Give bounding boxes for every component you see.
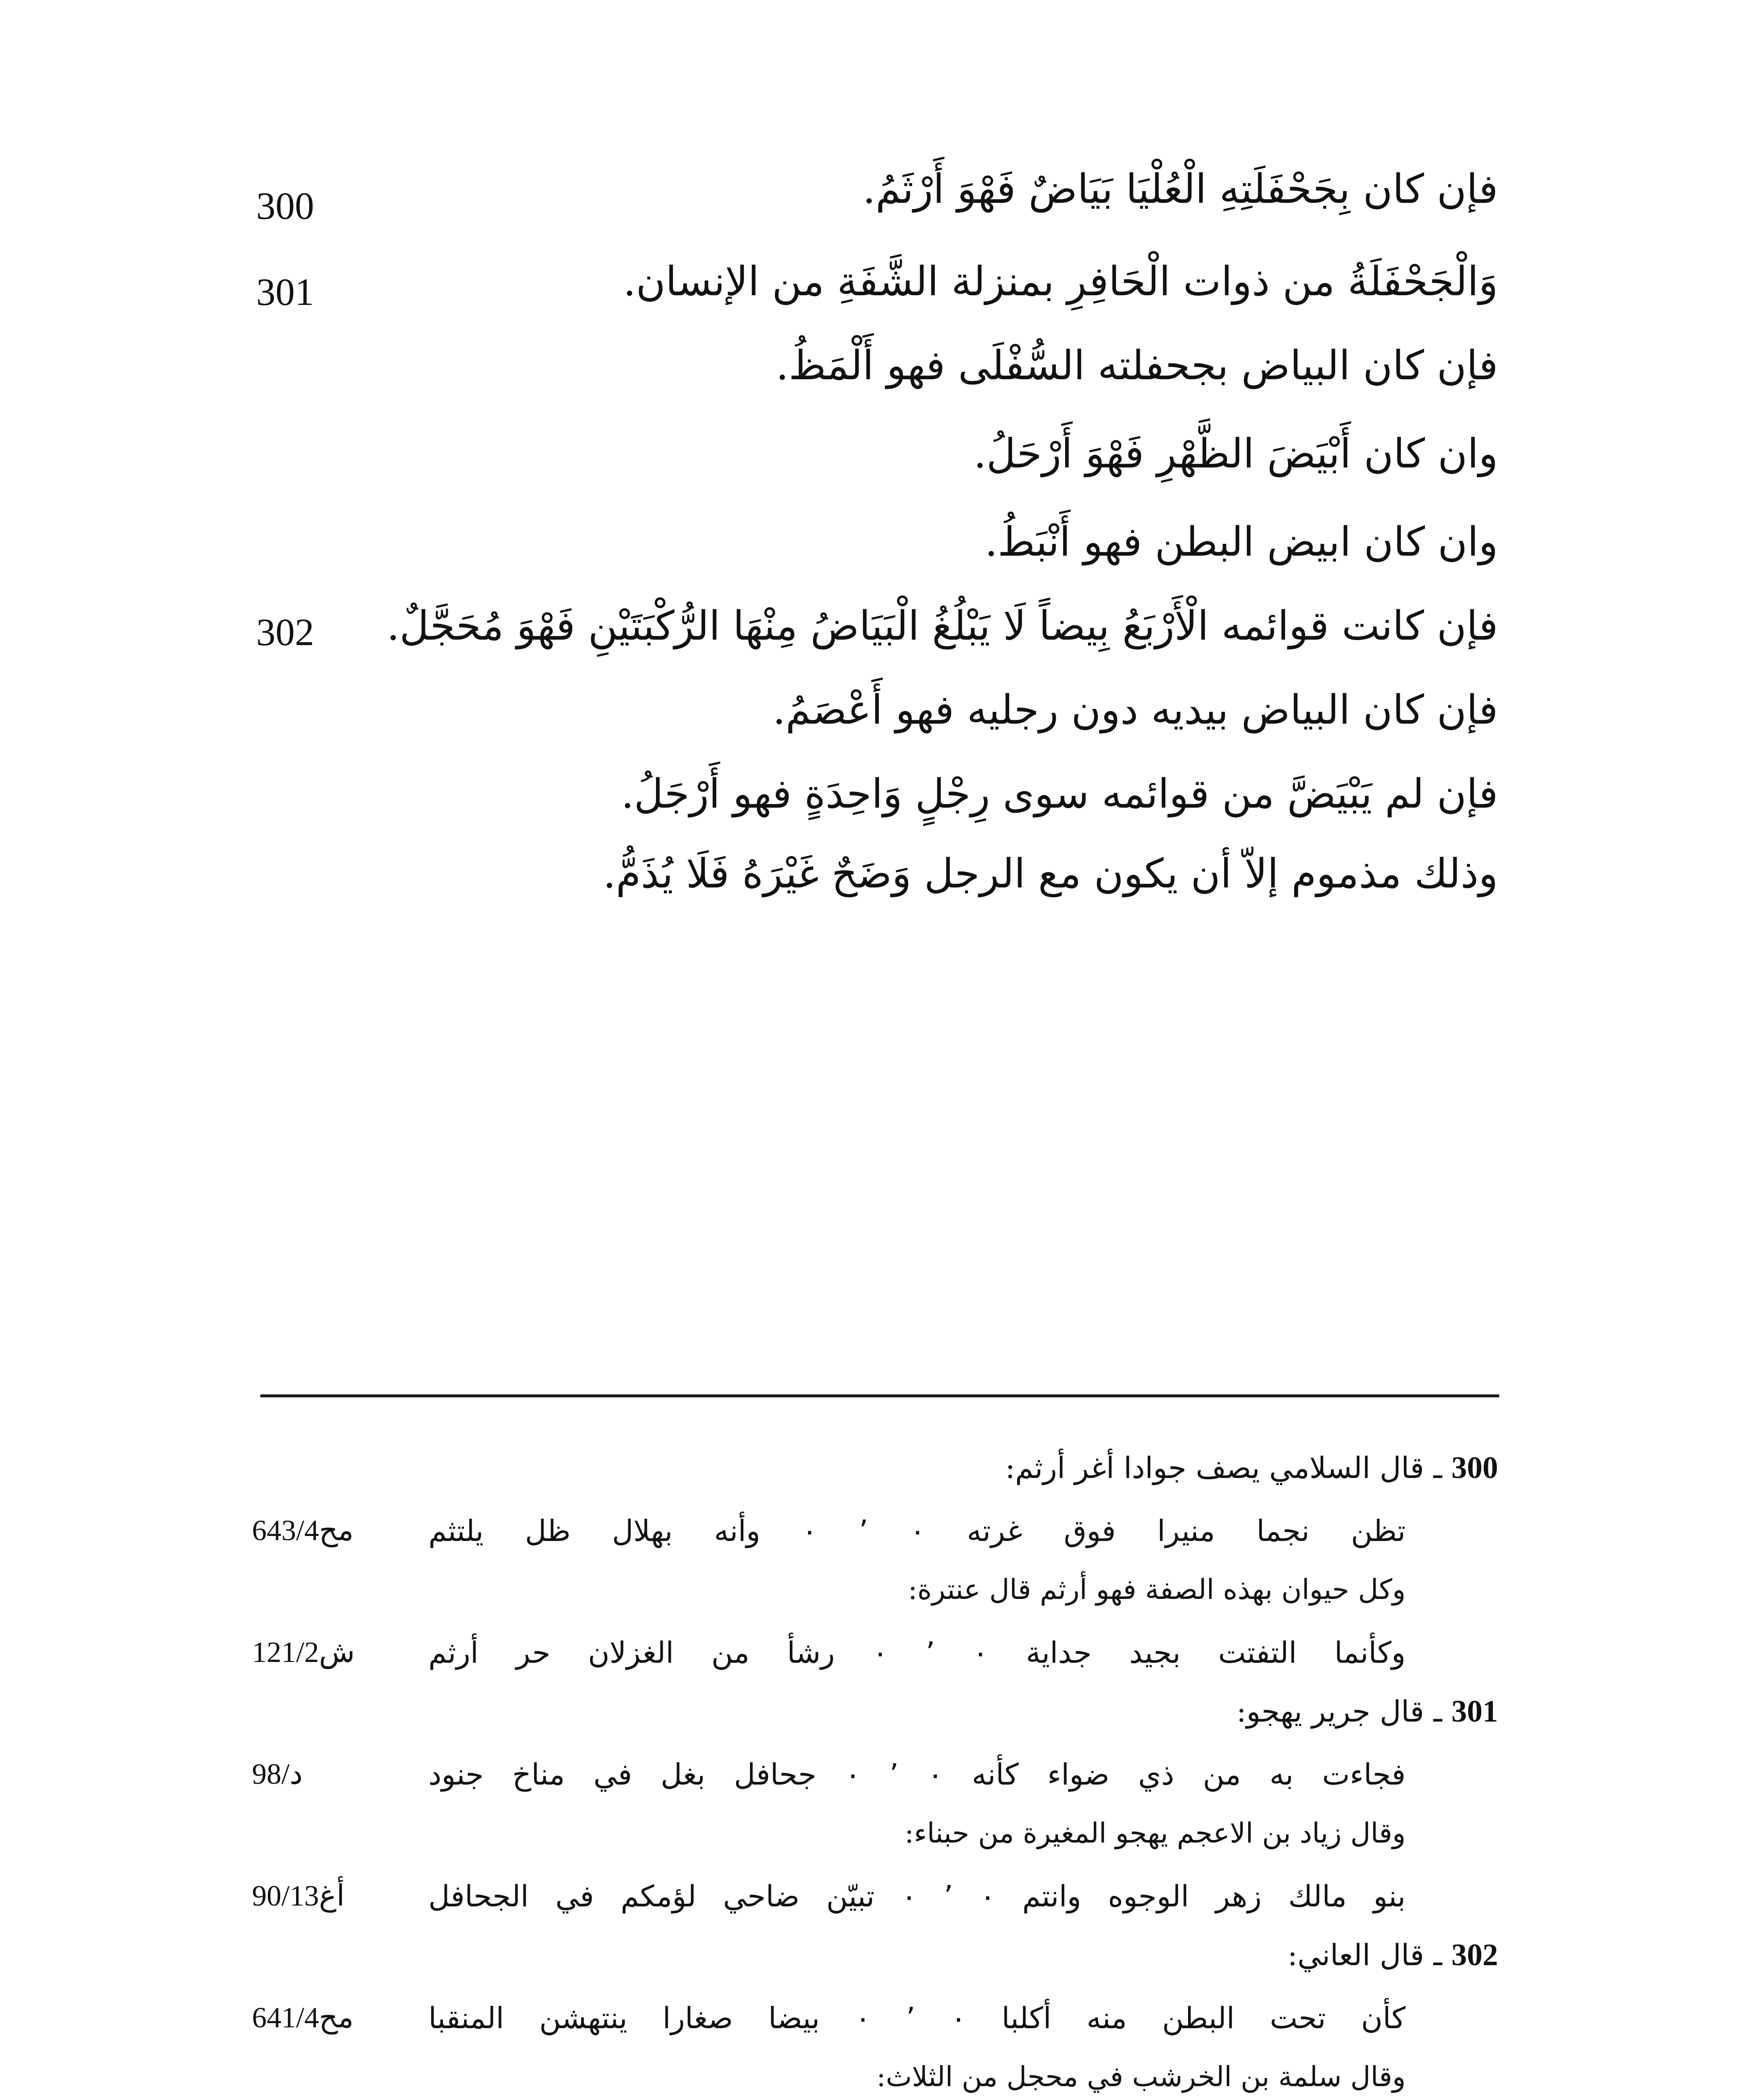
footnote-heading-text: قال العاني:: [1287, 1938, 1424, 1972]
main-line: فإن كان بِجَحْفَلَتِهِ الْعُلْيَا بَيَاضٌ فَهْوَ أَرْثَمُ.: [863, 165, 1498, 213]
main-line: وَالْجَحْفَلَةُ من ذوات الْحَافِرِ بمنزلة الشَّفَةِ من الإنسان.: [623, 258, 1498, 305]
footnote-heading: [1005, 1445, 1498, 1491]
source-reference: د/98: [252, 1758, 303, 1790]
main-line: فإن كان البياض بجحفلته السُّفْلَى فهو أَلْمَظُ.: [776, 342, 1498, 389]
entry-number: 300: [256, 184, 314, 227]
source-reference: ش121/2: [252, 1636, 355, 1669]
main-line: وان كان أَبْيَضَ الظَّهْرِ فَهْوَ أَرْحَلُ.: [973, 430, 1498, 477]
verse-text: تظن نجما منيرا فوق غرته ٠ ٬ ٠ وأنه بهلال ظل يلتثم: [428, 1514, 1406, 1548]
footnote-heading-text: قال جرير يهجو:: [1236, 1694, 1424, 1729]
footnote-heading: [1236, 1688, 1498, 1735]
entry-number: 302: [256, 611, 314, 654]
footnote-dash: ـ: [1433, 1938, 1442, 1972]
footnote-verse-row: [252, 1751, 1406, 1798]
footnote-number: 300: [1451, 1451, 1498, 1485]
verse-text: فجاءت به من ذي ضواء كأنه ٠ ٬ ٠ جحافل بغل في مناخ جنود: [428, 1757, 1406, 1792]
entry-number: 301: [256, 270, 314, 313]
footnote-dash: ـ: [1433, 1694, 1442, 1729]
verse-text: بنو مالك زهر الوجوه وانتم ٠ ٬ ٠ تبيّن ضاحي لؤمكم في الجحافل: [428, 1879, 1406, 1914]
footnote-number: 302: [1451, 1938, 1498, 1972]
main-line: وذلك مذموم إلاّ أن يكون مع الرجل وَضَحٌ غَيْرَهُ فَلَا يُذَمُّ.: [603, 850, 1498, 897]
footnote-dash: ـ: [1433, 1451, 1442, 1485]
main-line: فإن لم يَبْيَضَّ من قوائمه سوى رِجْلٍ وَاحِدَةٍ فهو أَرْجَلُ.: [621, 770, 1498, 817]
verse-text: كأن تحت البطن منه أكلبا ٠ ٬ ٠ بيضا صغارا ينتهشن المنقبا: [428, 2001, 1406, 2035]
footnote-divider: [260, 1394, 1499, 1397]
footnote-verse-row: [252, 1508, 1406, 1554]
footnote-verse-row: [252, 1873, 1406, 1919]
footnote-text: وكل حيوان بهذه الصفة فهو أرثم قال عنترة:: [908, 1573, 1406, 1606]
footnote-heading: [1288, 1932, 1498, 1978]
footnote-heading-text: قال السلامي يصف جوادا أغر أرثم:: [1005, 1451, 1424, 1485]
footnote-text: وقال زياد بن الاعجم يهجو المغيرة من حبناء:: [904, 1817, 1406, 1849]
source-reference: أغ90/13: [252, 1880, 345, 1912]
main-line: وان كان ابيض البطن فهو أَنْبَطُ.: [985, 518, 1498, 565]
main-line: فإن كان البياض بيديه دون رجليه فهو أَعْصَمُ.: [772, 686, 1498, 733]
footnote-verse-row: [252, 1995, 1406, 2041]
footnote-text: وقال سلمة بن الخرشب في محجل من الثلاث:: [876, 2061, 1406, 2093]
source-reference: مح641/4: [252, 2002, 354, 2034]
footnote-verse-row: [252, 1630, 1406, 1676]
main-line: فإن كانت قوائمه الْأَرْبَعُ بِيضاً لَا يَبْلُغُ الْبَيَاضُ مِنْهَا الرُّكْبَتَيْنِ فَهْوَ مُحَجَّلٌ.: [386, 602, 1498, 649]
source-reference: مح643/4: [252, 1515, 354, 1547]
verse-text: وكأنما التفتت بجيد جداية ٠ ٬ ٠ رشأ من الغزلان حر أرثم: [428, 1635, 1406, 1670]
footnote-number: 301: [1451, 1694, 1498, 1729]
